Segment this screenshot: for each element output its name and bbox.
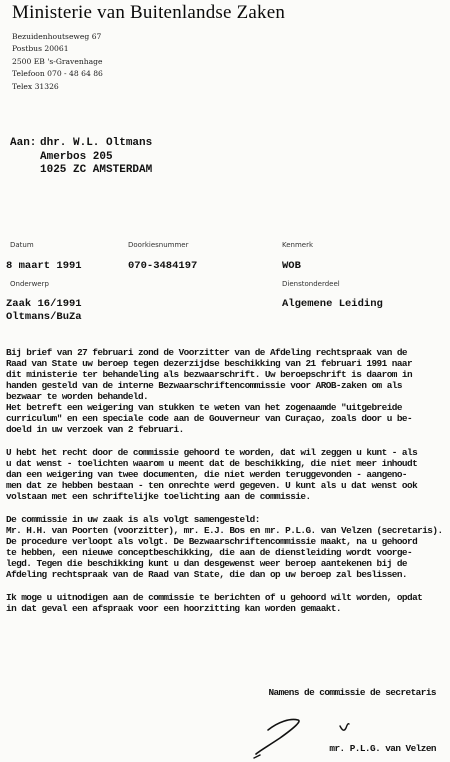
body-line: Ik moge u uitnodigen aan de commissie te berichten of u gehoord wilt worden, opdat: [6, 592, 423, 603]
body-paragraph: [6, 347, 446, 435]
body-line: Mr. H.H. van Poorten (voorzitter), mr. E.J. Bos en mr. P.L.G. van Velzen (secretaris).: [6, 525, 443, 536]
doorkies-value: 070-3484197: [128, 260, 198, 272]
handwritten-signature: [250, 712, 360, 762]
body-line: dit ministerie ter behandeling als bezwaarschrift. Uw beroepschrift is daarom in: [6, 369, 413, 380]
body-paragraph: [6, 514, 446, 580]
body-line: men dat ze hebben bestaan - ten onrechte werd gegeven. U kunt als u dat wenst ook: [6, 480, 418, 491]
recipient-line: 1025 ZC AMSTERDAM: [40, 164, 153, 176]
address-line: Telefoon 070 - 48 64 86: [12, 69, 103, 79]
onderwerp-value: [6, 298, 82, 324]
body-line: Het betreft een weigering van stukken te weten van het zogenaamde "uitgebreide: [6, 402, 402, 413]
body-line: u dat wenst - toelichten waarom u meent dat de beschikking, die niet meer inhoudt: [6, 458, 418, 469]
address-line: 2500 EB 's-Gravenhage: [12, 56, 103, 66]
body-line: doeld in uw verzoek van 2 februari.: [6, 424, 184, 435]
body-line: De procedure verloopt als volgt. De Bezwaarschriftencommissie maakt, na u gehoord: [6, 536, 418, 547]
body-paragraph: [6, 447, 446, 502]
datum-value: 8 maart 1991: [6, 260, 82, 272]
body-line: handen gesteld van de interne Bezwaarschriftencommissie voor AROB-zaken om als: [6, 380, 402, 391]
dienst-label: Dienstonderdeel: [282, 280, 340, 288]
address-line: Postbus 20061: [12, 44, 69, 54]
body-line: curriculum" en een speciale code aan de Gouverneur van Curaçao, zoals door u be-: [6, 413, 413, 424]
body-line: in dat geval een afspraak voor een hoorzitting kan worden gemaakt.: [6, 603, 342, 614]
body-line: Bij brief van 27 februari zond de Voorzitter van de Afdeling rechtspraak van de: [6, 347, 407, 358]
onderwerp-label: Onderwerp: [10, 280, 49, 288]
body-line: De commissie in uw zaak is als volgt samengesteld:: [6, 514, 260, 525]
onderwerp-line: Zaak 16/1991: [6, 298, 82, 310]
body-line: dan een weigering van twee documenten, die niet werden teruggevonden - aangeno-: [6, 469, 407, 480]
recipient-address: [40, 137, 152, 178]
body-line: bezwaar te worden behandeld.: [6, 391, 149, 402]
closing-line: Namens de commissie de secretaris: [268, 687, 436, 698]
signer-name: mr. P.L.G. van Velzen: [329, 743, 436, 754]
recipient-line: dhr. W.L. Oltmans: [40, 137, 153, 149]
datum-label: Datum: [10, 241, 34, 249]
dienst-value: Algemene Leiding: [282, 298, 383, 310]
body-line: Afdeling rechtspraak van de Raad van State, die dan op uw beroep zal beslissen.: [6, 569, 407, 580]
recipient-label: Aan:: [10, 137, 37, 149]
doorkies-label: Doorkiesnummer: [128, 241, 189, 249]
body-line: U hebt het recht door de commissie gehoord te worden, dat wil zeggen u kunt - als: [6, 447, 418, 458]
ministry-name: Ministerie van Buitenlandse Zaken: [12, 2, 286, 23]
recipient-line: Amerbos 205: [40, 150, 113, 163]
kenmerk-value: WOB: [282, 260, 301, 272]
onderwerp-line: Oltmans/BuZa: [6, 311, 82, 323]
body-line: volstaan met een schriftelijke toelichting aan de commissie.: [6, 491, 311, 502]
address-line: Telex 31326: [12, 81, 59, 91]
body-line: Raad van State uw beroep tegen dezerzijdse beschikking van 21 februari 1991 naar: [6, 358, 413, 369]
body-paragraph: [6, 592, 446, 614]
address-line: Bezuidenhoutseweg 67: [12, 32, 102, 41]
body-line: legd. Tegen die beschikking kunt u dan desgewenst weer beroep aantekenen bij de: [6, 558, 407, 569]
kenmerk-label: Kenmerk: [282, 241, 314, 249]
body-line: te hebben, een nieuwe conceptbeschikking, die aan de dienstleiding wordt voorge-: [6, 547, 413, 558]
sender-address: [12, 31, 103, 93]
letter-body: [6, 347, 446, 626]
